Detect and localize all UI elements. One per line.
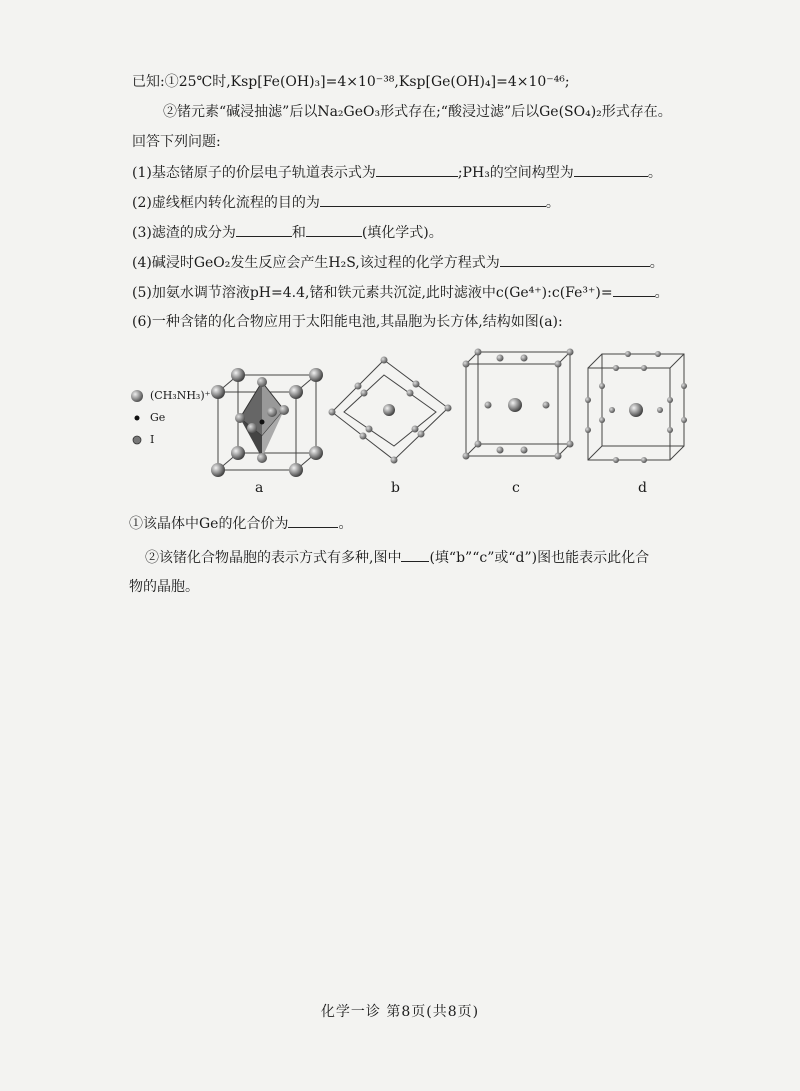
q3-text-c: (填化学式)。 [361, 225, 443, 241]
q4-text-a: (4)碱浸时GeO₂发生反应会产生H₂S,该过程的化学方程式为 [132, 255, 500, 271]
figure-label-a: a [255, 480, 264, 496]
q3-text-b: 和 [291, 225, 306, 241]
question-1 [132, 162, 662, 183]
q2-text-a: (2)虚线框内转化流程的目的为 [132, 195, 320, 211]
q5-blank[interactable] [613, 282, 655, 297]
known-condition-2: ②锗元素“碱浸抽滤”后以Na₂GeO₃形式存在;“酸浸过滤”后以Ge(SO₄)₂形式存在。 [163, 104, 672, 120]
known-condition-1: 已知:①25℃时,Ksp[Fe(OH)₃]=4×10⁻³⁸,Ksp[Ge(OH)₄]=4×10⁻⁴⁶; [132, 74, 570, 90]
q6-1-text-a: ①该晶体中Ge的化合价为 [129, 516, 289, 532]
q3-blank-1[interactable] [236, 222, 292, 237]
q2-blank[interactable] [320, 192, 546, 207]
question-6-1 [129, 513, 352, 534]
figure-label-d: d [638, 480, 647, 496]
figure-a-cell [211, 368, 323, 477]
q6-2-blank[interactable] [401, 547, 429, 562]
q4-text-b: 。 [649, 255, 664, 271]
figure-label-b: b [391, 480, 400, 496]
figure-c-cell [463, 349, 574, 460]
crystal-cell-figures [0, 340, 800, 480]
question-6-2 [145, 547, 649, 568]
q6-2-text-a: ②该锗化合物晶胞的表示方式有多种,图中 [145, 550, 402, 566]
question-6-2-cont: 物的晶胞。 [129, 579, 199, 595]
q5-text-b: 。 [654, 285, 669, 301]
legend-i-label: I [150, 433, 155, 446]
question-2 [132, 192, 560, 213]
figure-label-c: c [512, 480, 520, 496]
q1-blank-1[interactable] [376, 162, 458, 177]
legend-ge-label: Ge [150, 411, 166, 424]
q5-text-a: (5)加氨水调节溶液pH=4.4,锗和铁元素共沉淀,此时滤液中c(Ge⁴⁺):c(Fe³⁺)= [132, 285, 613, 301]
q1-text-b: ;PH₃的空间构型为 [457, 165, 574, 181]
question-3 [132, 222, 443, 243]
q6-2-text-b: (填“b”“c”或“d”)图也能表示此化合 [429, 550, 650, 566]
q6-1-blank[interactable] [288, 513, 338, 528]
q3-blank-2[interactable] [306, 222, 362, 237]
legend-cation-label: (CH₃NH₃)⁺ [150, 389, 211, 402]
q6-1-text-b: 。 [338, 516, 353, 532]
q3-text-a: (3)滤渣的成分为 [132, 225, 236, 241]
q4-blank[interactable] [500, 252, 650, 267]
answer-intro: 回答下列问题: [132, 134, 221, 150]
figure-b-cell [329, 357, 452, 464]
figure-d-cell [585, 351, 687, 463]
question-5 [132, 282, 669, 303]
q1-text-c: 。 [647, 165, 662, 181]
q1-blank-2[interactable] [574, 162, 648, 177]
q2-text-b: 。 [545, 195, 560, 211]
question-4 [132, 252, 664, 273]
question-6: (6)一种含锗的化合物应用于太阳能电池,其晶胞为长方体,结构如图(a): [132, 314, 563, 330]
q1-text-a: (1)基态锗原子的价层电子轨道表示式为 [132, 165, 376, 181]
page-footer: 化学一诊 第8页(共8页) [320, 1004, 480, 1020]
